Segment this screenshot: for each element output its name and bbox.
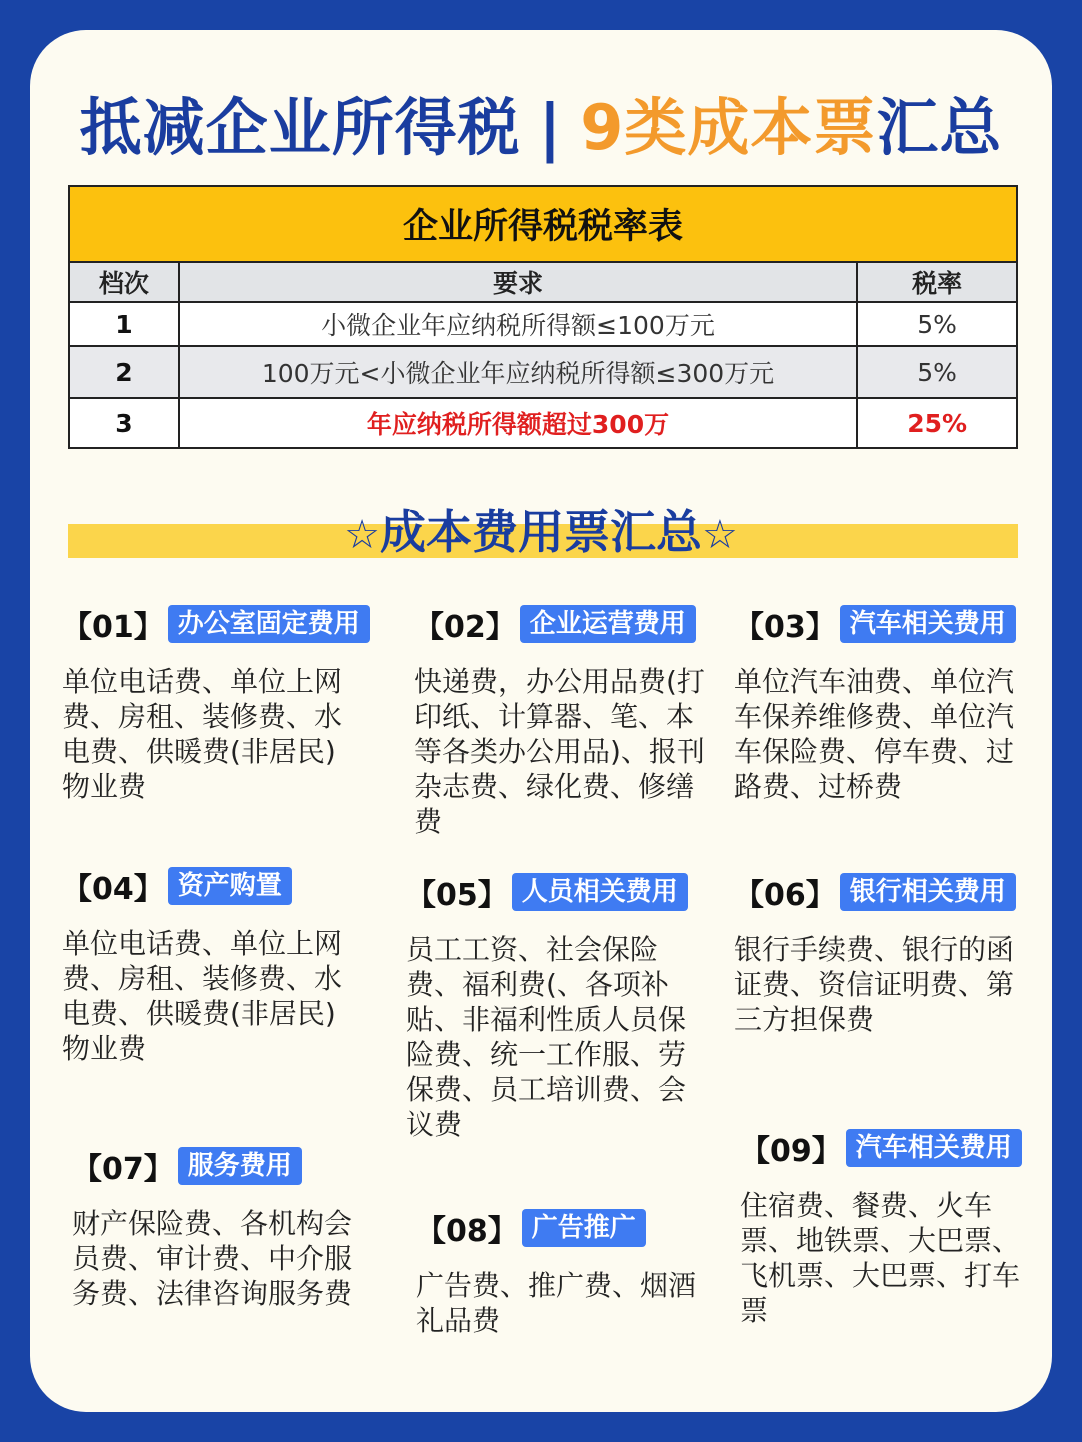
category-number: 【07】 bbox=[72, 1152, 174, 1187]
row-rate: 5% bbox=[857, 302, 1017, 346]
row-requirement: 年应纳税所得额超过300万 bbox=[179, 398, 857, 448]
section-title-text: 成本费用票汇总 bbox=[380, 505, 702, 559]
header-level: 档次 bbox=[69, 262, 179, 302]
table-row bbox=[69, 346, 1017, 398]
table-caption: 企业所得税税率表 bbox=[69, 186, 1017, 262]
category-05 bbox=[406, 870, 706, 1142]
category-text: 单位电话费、单位上网费、房租、装修费、水电费、供暖费(非居民)物业费 bbox=[62, 665, 343, 803]
row-level: 1 bbox=[69, 302, 179, 346]
star-icon: ☆ bbox=[344, 512, 380, 558]
row-rate: 25% bbox=[857, 398, 1017, 448]
row-level: 3 bbox=[69, 398, 179, 448]
title-part3: 汇总 bbox=[876, 91, 1003, 164]
category-02 bbox=[414, 602, 714, 839]
category-text: 单位汽车油费、单位汽车保养维修费、单位汽车保险费、停车费、过路费、过桥费 bbox=[734, 665, 1015, 803]
row-requirement: 小微企业年应纳税所得额≤100万元 bbox=[179, 302, 857, 346]
category-text: 员工工资、社会保险费、福利费(、各项补贴、非福利性质人员保险费、统一工作服、劳保费、员工培训费、会议费 bbox=[406, 933, 687, 1141]
table-row bbox=[69, 302, 1017, 346]
category-04 bbox=[62, 864, 362, 1066]
row-level: 2 bbox=[69, 346, 179, 398]
category-label: 汽车相关费用 bbox=[840, 605, 1016, 643]
category-number: 【01】 bbox=[62, 610, 164, 645]
category-label: 资产购置 bbox=[168, 867, 292, 905]
category-label: 人员相关费用 bbox=[512, 873, 688, 911]
page-title bbox=[0, 78, 1082, 167]
category-text: 住宿费、餐费、火车票、地铁票、大巴票、飞机票、大巴票、打车票 bbox=[740, 1189, 1021, 1327]
category-number: 【03】 bbox=[734, 610, 836, 645]
section-title bbox=[0, 496, 1082, 562]
table-row bbox=[69, 398, 1017, 448]
category-label: 广告推广 bbox=[522, 1209, 646, 1247]
category-label: 银行相关费用 bbox=[840, 873, 1016, 911]
category-number: 【05】 bbox=[406, 878, 508, 913]
category-text: 快递费，办公用品费(打印纸、计算器、笔、本等各类办公用品)、报刊杂志费、绿化费、修缮费 bbox=[414, 665, 705, 838]
category-03 bbox=[734, 602, 1024, 804]
header-rate: 税率 bbox=[857, 262, 1017, 302]
title-part1: 抵减企业所得税 bbox=[79, 91, 521, 164]
category-07 bbox=[72, 1144, 362, 1311]
category-number: 【06】 bbox=[734, 878, 836, 913]
category-09 bbox=[740, 1126, 1030, 1328]
star-icon: ☆ bbox=[702, 512, 738, 558]
category-label: 服务费用 bbox=[178, 1147, 302, 1185]
category-number: 【08】 bbox=[416, 1214, 518, 1249]
category-08 bbox=[416, 1206, 706, 1338]
header-requirement: 要求 bbox=[179, 262, 857, 302]
category-number: 【02】 bbox=[414, 610, 516, 645]
category-label: 企业运营费用 bbox=[520, 605, 696, 643]
category-01 bbox=[62, 602, 362, 804]
category-label: 汽车相关费用 bbox=[846, 1129, 1022, 1167]
category-label: 办公室固定费用 bbox=[168, 605, 370, 643]
category-text: 财产保险费、各机构会员费、审计费、中介服务费、法律咨询服务费 bbox=[72, 1207, 353, 1310]
row-rate: 5% bbox=[857, 346, 1017, 398]
category-text: 银行手续费、银行的函证费、资信证明费、第三方担保费 bbox=[734, 933, 1015, 1036]
category-number: 【04】 bbox=[62, 872, 164, 907]
category-number: 【09】 bbox=[740, 1134, 842, 1169]
category-text: 单位电话费、单位上网费、房租、装修费、水电费、供暖费(非居民)物业费 bbox=[62, 927, 343, 1065]
row-requirement: 100万元<小微企业年应纳税所得额≤300万元 bbox=[179, 346, 857, 398]
title-separator: | bbox=[538, 91, 563, 164]
category-06 bbox=[734, 870, 1024, 1037]
title-part2: 9类成本票 bbox=[580, 91, 877, 164]
tax-rate-table bbox=[68, 185, 1018, 449]
category-text: 广告费、推广费、烟酒礼品费 bbox=[416, 1269, 697, 1337]
